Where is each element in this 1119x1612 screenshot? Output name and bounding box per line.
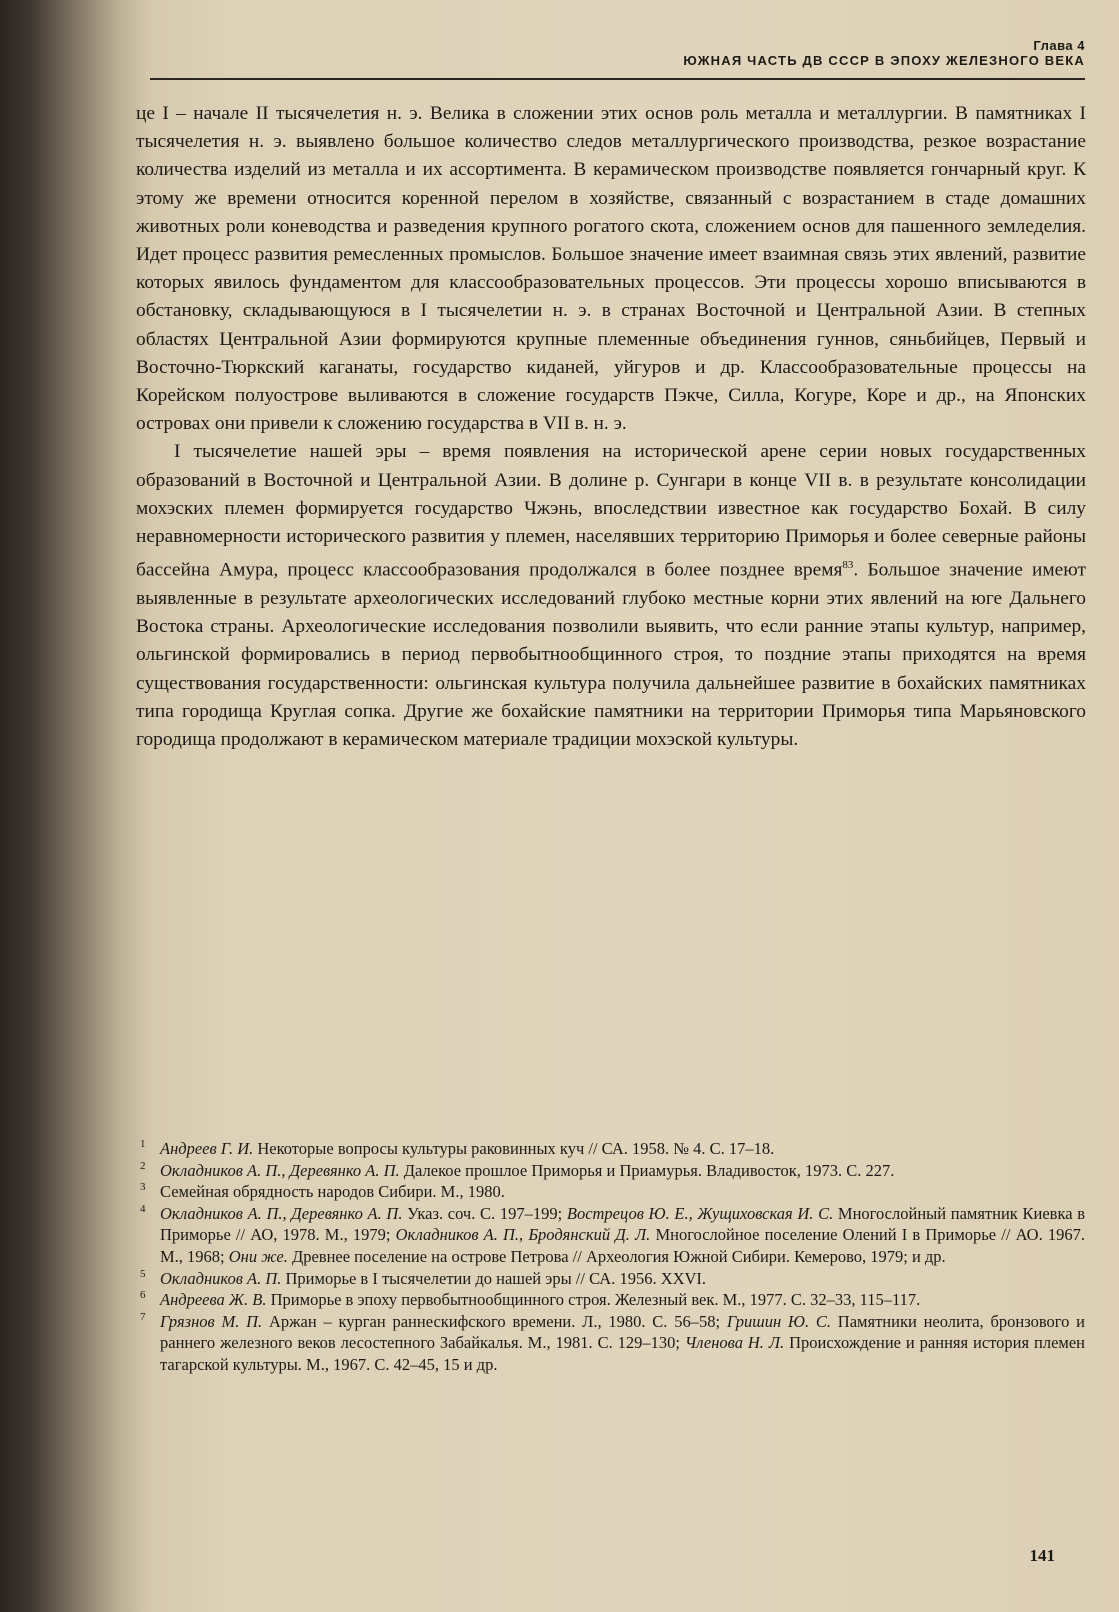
footnote-number: 5 <box>140 1267 146 1280</box>
footnote-author: Андреева Ж. В. <box>160 1290 267 1310</box>
header-rule <box>150 78 1085 80</box>
footnote <box>140 1311 1085 1376</box>
paragraph-2-text-a: I тысячелетие нашей эры – время появления на исторической арене серии новых государственных образований в Восточной и Центральной Азии. В долине р. Сунгари в конце VII в. в результате консолидации мохэских племен формируется государство Чжэнь, впоследствии известное как государство Бохай. В силу неравномерности исторического развития у племен, населявших территорию Приморья и более северные районы бассейна Амура, процесс классообразования продолжался в более позднее время <box>136 441 1086 581</box>
footnote-text: Семейная обрядность народов Сибири. М., 1980. <box>160 1182 505 1202</box>
footnote-author: Вострецов Ю. Е., Жущиховская И. С. <box>566 1203 834 1223</box>
footnote-author: Окладников А. П., Деревянко А. П. <box>160 1203 403 1223</box>
footnote-text: Некоторые вопросы культуры раковинных куч // СА. 1958. № 4. С. 17–18. <box>253 1139 775 1158</box>
footnote-text: Приморье в I тысячелетии до нашей эры // СА. 1956. XXVI. <box>281 1268 707 1288</box>
paragraph-1: це I – начале II тысячелетия н. э. Велика в сложении этих основ роль металла и металлургии. В памятниках I тысячелетия н. э. выявлено большое количество следов металлургического производства, резкое возрастание количества изделий из металла и их ассортимента. В керамическом производстве появляется гончарный круг. К этому же времени относится коренной перелом в хозяйстве, связанный с возрастанием в стаде домашних животных роли коневодства и разведения крупного рогатого скота, сложением основ для пашенного земледелия. Идет процесс развития ремесленных промыслов. Большое значение имеет взаимная связь этих явлений, развитие которых явилось фундаментом для классообразовательных процессов. Эти процессы хорошо вписываются в обстановку, складывающуюся в I тысячелетии н. э. в странах Восточной и Центральной Азии. В степных областях Центральной Азии формируются крупные племенные объединения гуннов, сяньбийцев, Первый и Восточно-Тюркский каганаты, государство киданей, уйгуров и др. Классообразовательные процессы на Корейском полуострове выливаются в сложение государств Пэкче, Силла, Когуре, Коре и др., на Японских островах они привели к сложению государства в VII в. н. э. <box>136 103 1086 435</box>
footnote <box>140 1268 1085 1290</box>
footnote <box>140 1160 1085 1182</box>
footnote-text: Аржан – курган раннескифского времени. Л., 1980. С. 56–58; <box>262 1311 727 1331</box>
chapter-label: Глава 4 <box>1033 38 1085 53</box>
main-text <box>136 100 1086 754</box>
footnote-number: 4 <box>140 1202 146 1215</box>
footnote-author: Они же. <box>228 1246 288 1266</box>
footnote-text: Древнее поселение на острове Петрова // Археология Южной Сибири. Кемерово, 1979; и др. <box>287 1246 946 1266</box>
footnote-number: 7 <box>140 1310 146 1323</box>
footnote-text: Далекое прошлое Приморья и Приамурья. Владивосток, 1973. С. 227. <box>399 1160 895 1180</box>
footnote <box>140 1138 1085 1160</box>
footnote-author: Окладников А. П. <box>160 1268 282 1288</box>
running-header <box>683 38 1085 68</box>
paragraph-2 <box>136 438 1086 754</box>
footnote-text: Приморье в эпоху первобытнообщинного строя. Железный век. М., 1977. С. 32–33, 115–117. <box>266 1290 921 1310</box>
paragraph-2-text-b: . Большое значение имеют выявленные в результате археологических исследований глубоко местные корни этих явлений на юге Дальнего Востока страны. Археологические исследования позволили выявить, что если ранние этапы культур, например, ольгинской формировались в период первобытнообщинного строя, то поздние этапы приходятся на время существования государственности: ольгинская культура получила дальнейшее развитие в бохайских памятниках типа городища Круглая сопка. Другие же бохайские памятники на территории Приморья типа Марьяновского городища продолжают в керамическом материале традиции мохэской культуры. <box>136 559 1086 750</box>
page-number: 141 <box>1029 1546 1055 1565</box>
footnote-number: 3 <box>140 1181 146 1194</box>
footnote-author: Андреев Г. И. <box>160 1139 254 1158</box>
footnote-text: Памятники неолита, бронзового и раннего железного веков лесостепного Забайкалья. М., 1981. С. 129–130; <box>160 1311 1086 1353</box>
chapter-title: ЮЖНАЯ ЧАСТЬ ДВ СССР В ЭПОХУ ЖЕЛЕЗНОГО ВЕКА <box>683 53 1085 68</box>
footnotes <box>140 1138 1085 1376</box>
footnote <box>140 1203 1085 1268</box>
footnote-number: 2 <box>140 1159 146 1172</box>
footnote <box>140 1289 1085 1311</box>
footnote-author: Членова Н. Л. <box>684 1333 785 1353</box>
footnote-number: 6 <box>140 1289 146 1302</box>
footnote-author: Окладников А. П., Бродянский Д. Л. <box>395 1225 651 1245</box>
footnote-number: 1 <box>140 1138 146 1150</box>
footnote-text: Многослойный памятник Киевка в Приморье // АО, 1978. М., 1979; <box>160 1203 1086 1245</box>
footnote-reference: 83 <box>842 559 854 572</box>
footnote-text: Происхождение и ранняя история племен тагарской культуры. М., 1967. С. 42–45, 15 и др. <box>160 1333 1085 1374</box>
footnote-text: Многослойное поселение Олений I в Приморье // АО. 1967. М., 1968; <box>160 1225 1085 1266</box>
footnote-author: Окладников А. П., Деревянко А. П. <box>160 1160 400 1180</box>
footnote <box>140 1181 1085 1203</box>
footnote-author: Грязнов М. П. <box>160 1311 263 1331</box>
footnote-text: Указ. соч. С. 197–199; <box>402 1203 567 1223</box>
footnote-author: Гришин Ю. С. <box>726 1311 832 1331</box>
